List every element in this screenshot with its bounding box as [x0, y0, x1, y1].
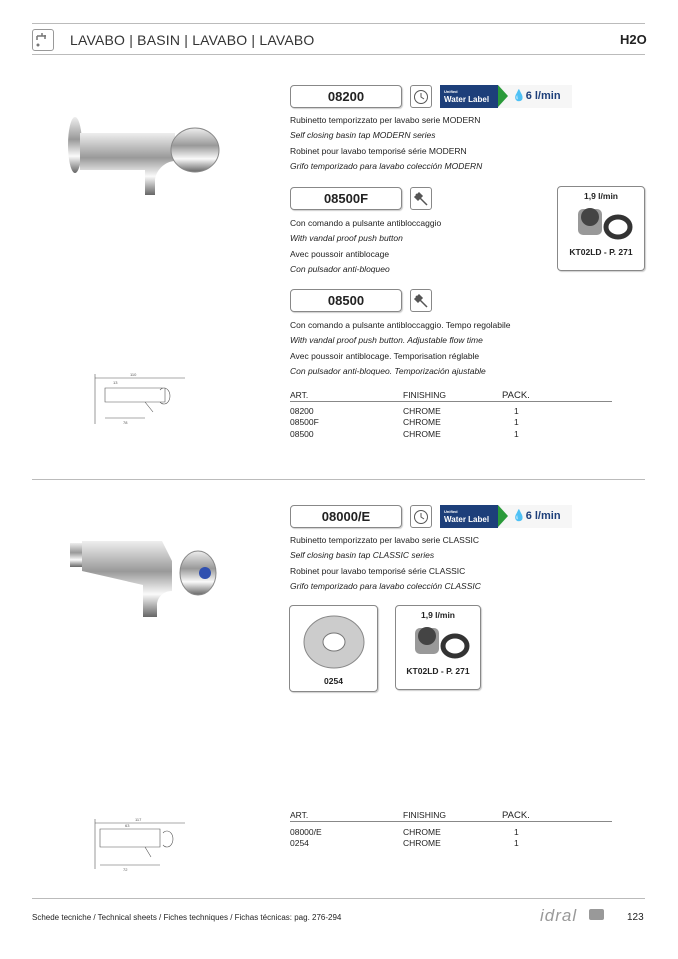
desc-en: With vandal proof push button. Adjustable flow time [290, 335, 483, 346]
section-divider [32, 479, 645, 480]
desc-en: Self closing basin tap MODERN series [290, 130, 436, 141]
col-pack: PACK. [502, 390, 530, 401]
idral-logo-mark-icon [589, 909, 604, 920]
product-code-08200: 08200 [290, 85, 402, 108]
article-table [290, 810, 612, 850]
desc-es: Grifo temporizado para lavabo colección MODERN [290, 160, 483, 171]
desc-it: Rubinetto temporizzato per lavabo serie MODERN [290, 115, 481, 125]
hammer-icon [410, 289, 432, 312]
aerator-ref: KT02LD - P. 271 [569, 247, 633, 257]
table-row: 08000/E CHROME 1 [290, 827, 519, 837]
col-pack: PACK. [502, 810, 530, 821]
desc-it: Rubinetto temporizzato per lavabo serie CLASSIC [290, 535, 479, 545]
arrow-icon [498, 85, 508, 107]
article-table [290, 390, 612, 440]
aerator-accessory-card [395, 605, 481, 690]
water-drop-icon: 💧 [512, 90, 526, 102]
water-label-small: Unified [444, 509, 458, 514]
modern-tap-image [65, 115, 220, 205]
table-row: 08500 CHROME 1 [290, 428, 519, 439]
aerator-image [566, 203, 636, 245]
water-label-badge [440, 85, 572, 108]
desc-es: Con pulsador anti-bloqueo [290, 263, 390, 274]
desc-fr: Avec poussoir antiblocage. Temporisation réglable [290, 350, 480, 361]
desc-en: Self closing basin tap CLASSIC series [290, 550, 435, 561]
desc-fr: Robinet pour lavabo temporisé série MODERN [290, 145, 467, 156]
aerator-flow: 1,9 l/min [583, 191, 618, 201]
aerator-image [403, 622, 473, 664]
col-finishing: FINISHING [403, 810, 446, 820]
aerator-accessory-card [557, 186, 645, 271]
basin-tap-icon [32, 29, 54, 51]
product-code-08500f: 08500F [290, 187, 402, 210]
svg-text:13: 13 [113, 380, 118, 385]
rosette-ref: 0254 [324, 676, 343, 686]
water-label-badge [440, 505, 572, 528]
product-description [290, 318, 511, 379]
col-art: ART. [290, 810, 309, 820]
page-number: 123 [627, 912, 644, 923]
clock-icon [410, 505, 432, 528]
water-label-small: Unified [444, 89, 458, 94]
rosette-image [299, 612, 369, 674]
product-code-08500: 08500 [290, 289, 402, 312]
page-title: LAVABO | BASIN | LAVABO | LAVABO [70, 32, 315, 48]
modern-tap-technical-drawing [85, 370, 185, 428]
technical-sheets-reference: Schede tecniche / Technical sheets / Fiches techniques / Fichas técnicas: pag. 276-294 [32, 913, 342, 922]
product-code-08000e: 08000/E [290, 505, 402, 528]
water-label-flow: 6 l/min [525, 90, 561, 102]
svg-text:72: 72 [123, 867, 128, 872]
table-row: 08500F CHROME 1 [290, 417, 519, 428]
product-description [290, 216, 441, 277]
product-description [290, 533, 481, 594]
rosette-accessory-card [289, 605, 378, 692]
desc-en: With vandal proof push button [290, 233, 403, 244]
col-finishing: FINISHING [403, 390, 446, 400]
desc-es: Con pulsador anti-bloqueo. Temporización ajustable [290, 365, 486, 376]
water-label-text: Water Label [444, 95, 490, 104]
desc-it: Con comando a pulsante antibloccaggio [290, 218, 442, 228]
table-row: 08200 CHROME 1 [290, 406, 519, 416]
aerator-ref: KT02LD - P. 271 [406, 666, 470, 676]
water-drop-icon: 💧 [512, 510, 526, 522]
product-description [290, 113, 482, 174]
classic-tap-technical-drawing [85, 815, 185, 873]
desc-fr: Robinet pour lavabo temporisé série CLASSIC [290, 565, 466, 576]
arrow-icon [498, 505, 508, 527]
clock-icon [410, 85, 432, 108]
aerator-flow: 1,9 l/min [420, 610, 455, 620]
svg-text:110: 110 [130, 372, 137, 377]
table-row: 0254 CHROME 1 [290, 838, 519, 849]
water-label-text: Water Label [444, 515, 490, 524]
desc-es: Grifo temporizado para lavabo colección CLASSIC [290, 580, 481, 591]
h2o-badge: H2O [620, 32, 647, 47]
svg-text:63: 63 [125, 823, 130, 828]
svg-text:117: 117 [135, 817, 142, 822]
svg-text:78: 78 [123, 420, 128, 425]
hammer-icon [410, 187, 432, 210]
classic-tap-image [68, 535, 218, 623]
header-bottom-rule [32, 54, 645, 55]
idral-logo: idral [540, 906, 578, 925]
desc-fr: Avec poussoir antiblocage [290, 248, 390, 259]
water-label-flow: 6 l/min [525, 510, 561, 522]
header-top-rule [32, 23, 645, 24]
desc-it: Con comando a pulsante antibloccaggio. Tempo regolabile [290, 320, 511, 330]
footer-rule [32, 898, 645, 899]
col-art: ART. [290, 390, 309, 400]
